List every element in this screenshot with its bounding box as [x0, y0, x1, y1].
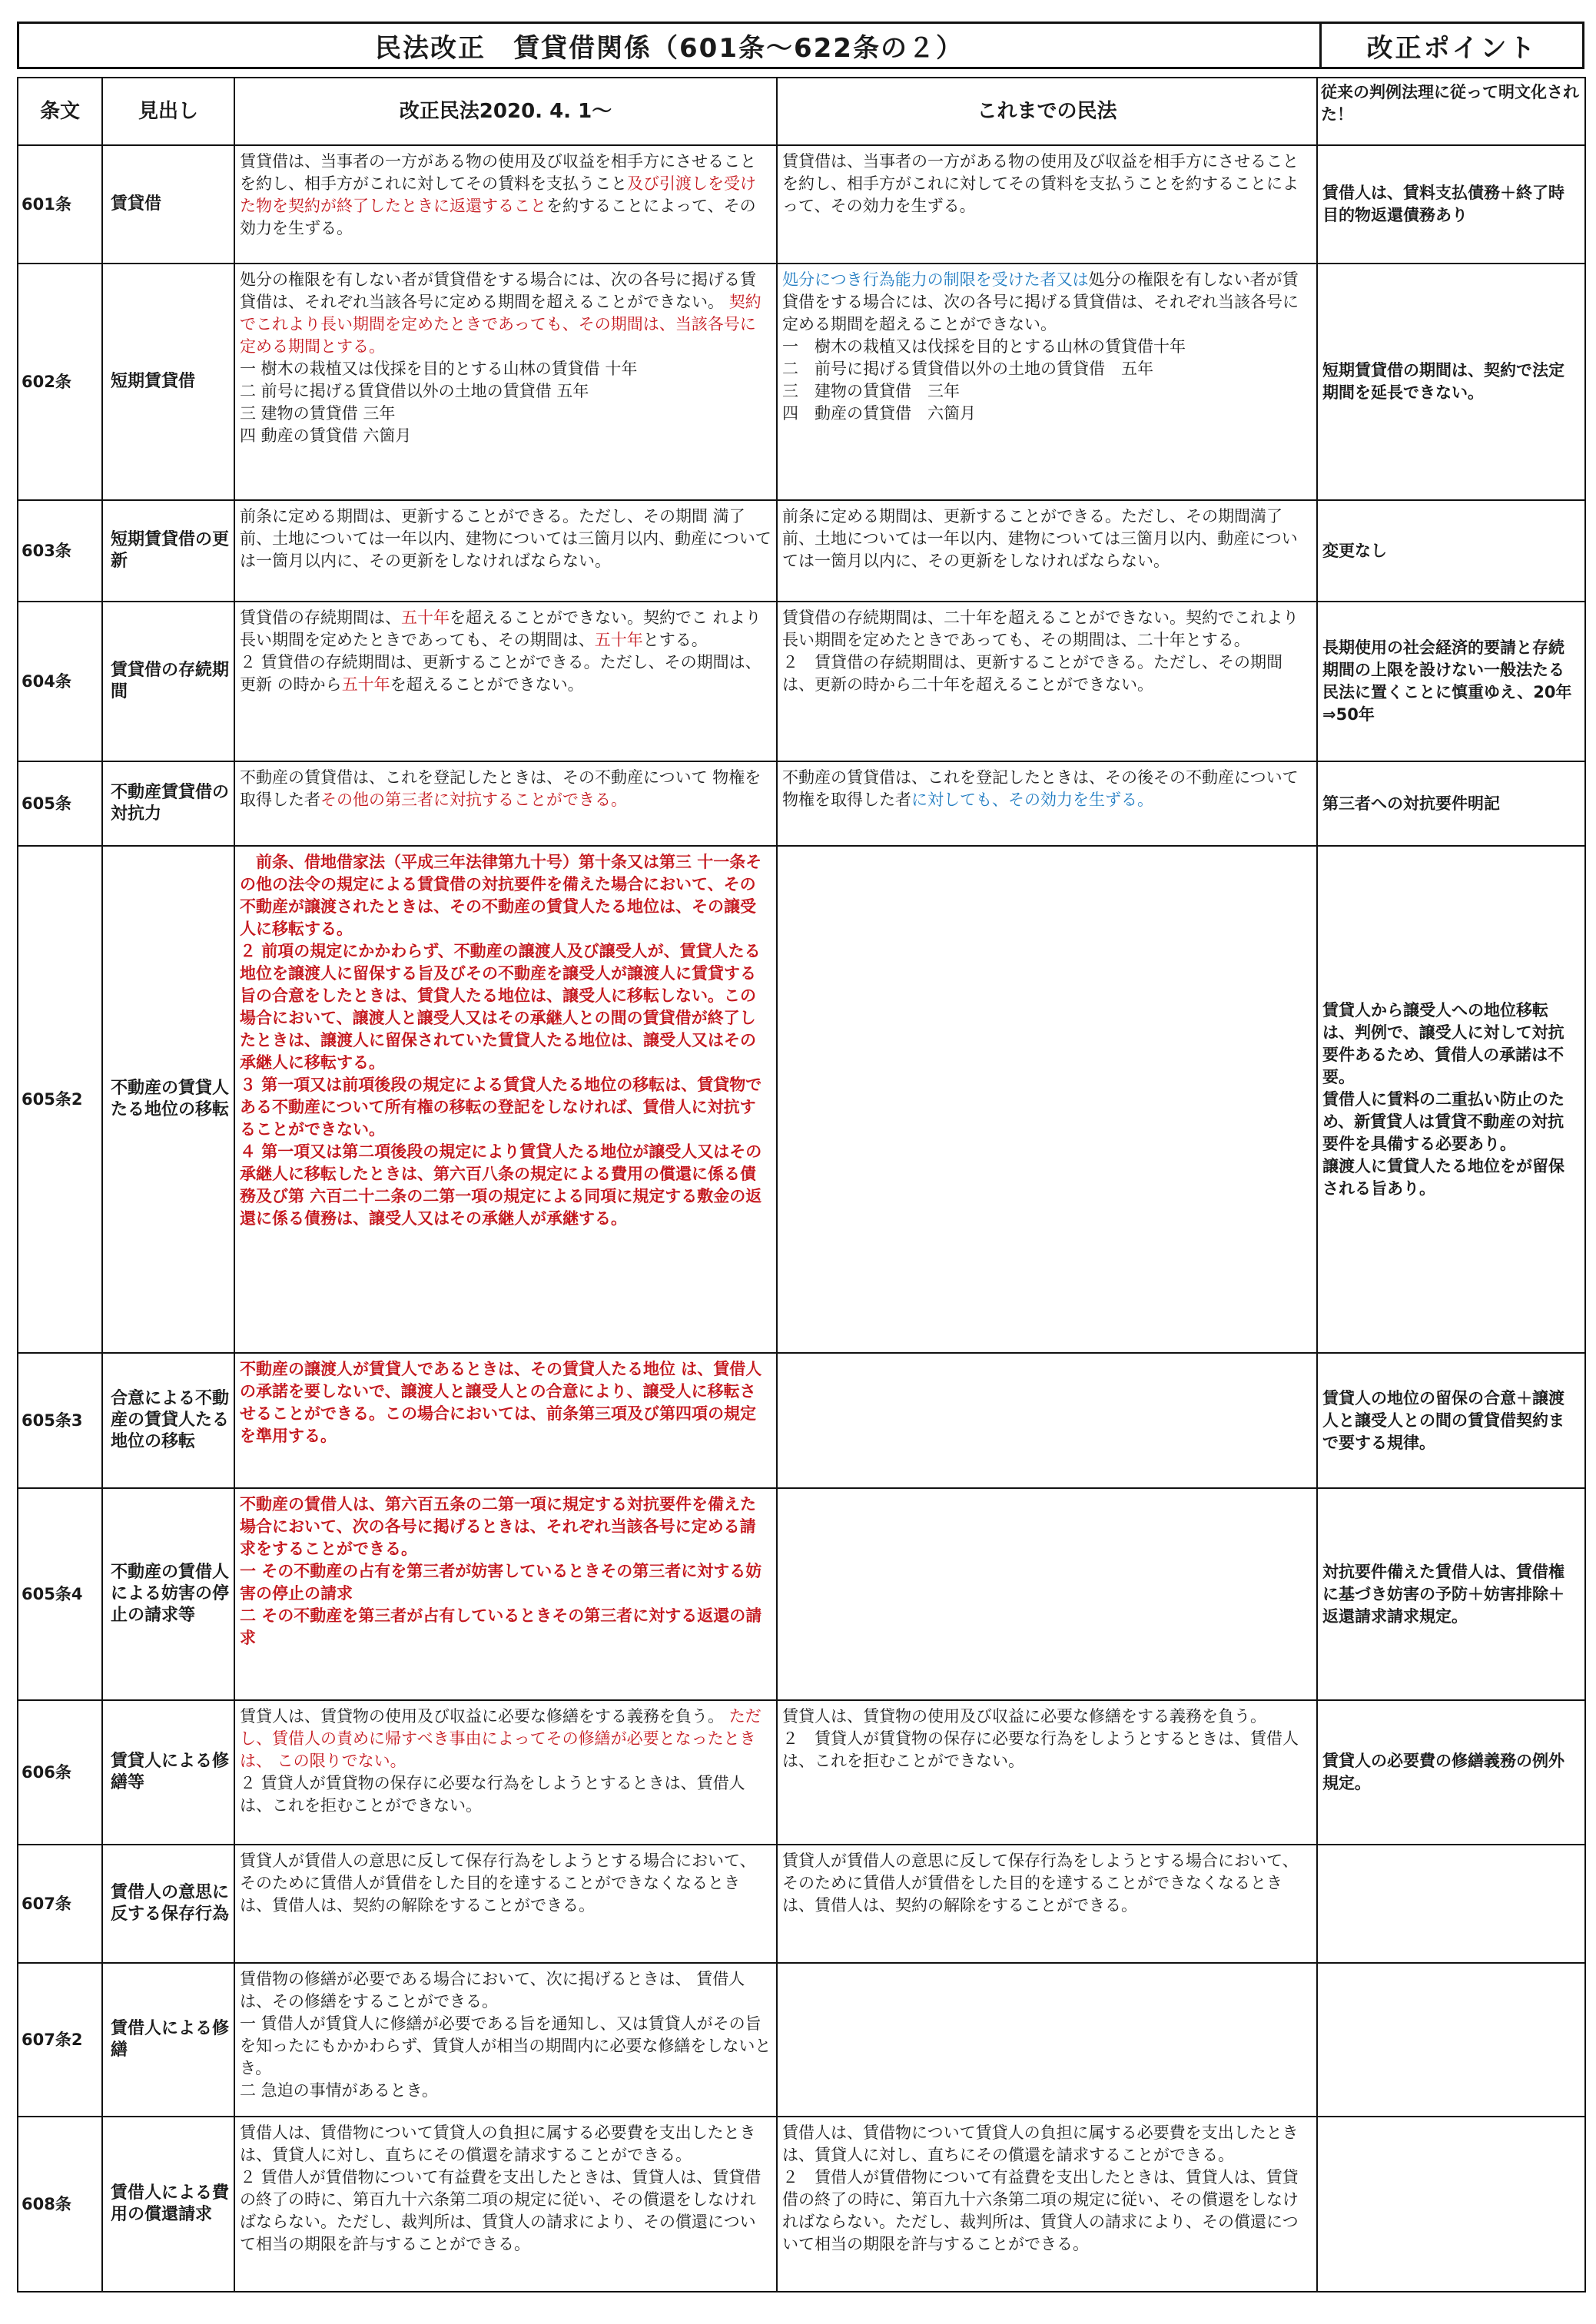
table-row — [18, 145, 1585, 264]
revision-point: 短期賃貸借の期間は、契約で法定期間を延長できない。 — [1317, 264, 1585, 500]
table-row — [18, 500, 1585, 602]
document-page — [17, 22, 1584, 2293]
article-heading: 不動産の賃貸人たる地位の移転 — [102, 846, 234, 1353]
title-bar — [17, 22, 1584, 69]
table-row — [18, 761, 1585, 846]
new-law-text — [234, 1845, 777, 1963]
article-heading: 賃貸人による修繕等 — [102, 1700, 234, 1845]
old-law-text — [777, 761, 1317, 846]
text-segment: ２ 賃貸人が賃貸物の保存に必要な行為をしようとするときは、賃借人は、これを拒むことができない。 — [240, 1774, 745, 1815]
old-law-text — [777, 1488, 1317, 1700]
new-law-text — [234, 500, 777, 602]
text-segment: 賃貸借は、当事者の一方がある物の使用及び収益を相手方にさせることを約し、相手方がこれに対してその賃料を支払うこと — [240, 152, 756, 193]
article-number: 606条 — [18, 1700, 102, 1845]
table-row — [18, 1353, 1585, 1488]
article-number: 605条 — [18, 761, 102, 846]
text-segment: 前条に定める期間は、更新することができる。ただし、その期間満了前、土地については一年以内、建物については三箇月以内、動産については一箇月以内に、その更新をしなければならない。 — [782, 507, 1298, 570]
old-law-text — [777, 1963, 1317, 2117]
text-segment: 処分の権限を有しない者が賃貸借をする場合には、次の各号に掲げる賃貸借は、それぞれ当該各号に定める期間を超えることができない。 — [240, 270, 756, 311]
new-law-text — [234, 761, 777, 846]
article-number: 605条2 — [18, 846, 102, 1353]
table-row — [18, 1963, 1585, 2117]
text-segment: 賃貸人が賃借人の意思に反して保存行為をしようとする場合において、そのために賃借人が賃借をした目的を達することができなくなるときは、賃借人は、契約の解除をすることができる。 — [240, 1852, 756, 1915]
text-segment: 及び引渡しを受けた物を契約が終了したときに返還すること — [240, 174, 756, 215]
document-title: 民法改正 賃貸借関係（601条～622条の２） — [19, 24, 1322, 67]
article-number: 607条 — [18, 1845, 102, 1963]
new-law-text — [234, 264, 777, 500]
text-segment: 不動産の賃借人は、第六百五条の二第一項に規定する対抗要件を備えた場合において、次の各号に掲げるときは、それぞれ当該各号に定める請求をすることができる。 一 その不動産の占有を第三者が妨害しているときその第三者に対する妨害の停止の請求 二 その不動産を第三者が占有しているときその第三者に対する返還の請求 — [240, 1495, 762, 1647]
article-number: 607条2 — [18, 1963, 102, 2117]
new-law-text — [234, 1353, 777, 1488]
text-segment: 賃貸人は、賃貸物の使用及び収益に必要な修繕をする義務を負う。 — [240, 1707, 729, 1726]
text-segment: を約することによって、その効力を生ずる。 — [240, 197, 756, 237]
text-segment: 不動産の譲渡人が賃貸人であるときは、その賃貸人たる地位 は、賃借人の承諾を要しないで、譲渡人と譲受人との合意により、譲受人に移転させることができる。この場合においては、前条第三項及び第四項の規定を準用する。 — [240, 1360, 762, 1445]
article-number: 604条 — [18, 602, 102, 761]
article-heading: 短期賃貸借の更新 — [102, 500, 234, 602]
table-row — [18, 1700, 1585, 1845]
article-number: 602条 — [18, 264, 102, 500]
text-segment: 一 樹木の栽植又は伐採を目的とする山林の賃貸借 十年 二 前号に掲げる賃貸借以外の土地の賃貸借 五年 三 建物の賃貸借 三年 四 動産の賃貸借 六箇月 — [240, 360, 638, 445]
header-row — [18, 78, 1585, 145]
text-segment: 賃借物の修繕が必要である場合において、次に掲げるときは、 賃借人は、その修繕をすることができる。 一 賃借人が賃貸人に修繕が必要である旨を通知し、又は賃貸人がその旨を知ったにもかかわらず、賃貸人が相当の期間内に必要な修繕をしないとき。 二 急迫の事情があるとき。 — [240, 1970, 771, 2100]
text-segment: 賃貸人が賃借人の意思に反して保存行為をしようとする場合において、そのために賃借人が賃借をした目的を達することができなくなるときは、賃借人は、契約の解除をすることができる。 — [782, 1852, 1299, 1915]
revision-point: 賃貸人の必要費の修繕義務の例外規定。 — [1317, 1700, 1585, 1845]
revision-point: 賃貸人から譲受人への地位移転は、判例で、譲受人に対して対抗要件あるため、賃借人の承諾は不要。 賃借人に賃料の二重払い防止のため、新賃貸人は賃貸不動産の対抗要件を具備する必要あり。 譲渡人に賃貸人たる地位をが留保される旨あり。 — [1317, 846, 1585, 1353]
text-segment: 五十年 — [401, 608, 450, 627]
header-point-note: 従来の判例法理に従って明文化された！ — [1317, 78, 1585, 145]
article-heading: 賃貸借の存続期間 — [102, 602, 234, 761]
new-law-text — [234, 145, 777, 264]
article-number: 608条 — [18, 2117, 102, 2292]
revision-point: 第三者への対抗要件明記 — [1317, 761, 1585, 846]
text-segment: 前条、借地借家法（平成三年法律第九十号）第十条又は第三 十一条その他の法令の規定による賃貸借の対抗要件を備えた場合において、その不動産が譲渡されたときは、その不動産の賃貸人たる地位は、その譲受人に移転する。 ２ 前項の規定にかかわらず、不動産の譲渡人及び譲受人が、賃貸人たる地位を譲渡人に留保する旨及びその不動産を譲受人が譲渡人に賃貸する旨の合意をしたときは、賃貸人たる地位は、譲受人に移転しない。この場合において、譲渡人と譲受人又はその承継人との間の賃貸借が終了したときは、譲渡人に留保されていた賃貸人たる地位は、譲受人又はその承継人に移転する。 ３ 第一項又は前項後段の規定による賃貸人たる地位の移転は、賃貸物である不動産について所有権の移転の登記をしなければ、賃借人に対抗することができない。 ４ 第一項又は第二項後段の規定により賃貸人たる地位が譲受人又はその承継人に移転したときは、第六百八条の規定による費用の償還に係る債務及び第 六百二十二条の二第一項の規定による同項に規定する敷金の返還に係る債務は、譲受人又はその承継人が承継する。 — [240, 853, 762, 1228]
text-segment: その他の第三者に対抗することができる。 — [320, 791, 627, 809]
new-law-text — [234, 846, 777, 1353]
text-segment: を超えることができない。 — [390, 675, 584, 694]
revision-point — [1317, 1963, 1585, 2117]
new-law-text — [234, 1963, 777, 2117]
old-law-text — [777, 145, 1317, 264]
header-old-law: これまでの民法 — [777, 78, 1317, 145]
revision-point: 変更なし — [1317, 500, 1585, 602]
new-law-text — [234, 1488, 777, 1700]
text-segment: 賃借人は、賃借物について賃貸人の負担に属する必要費を支出したときは、賃貸人に対し、直ちにその償還を請求することができる。 ２ 賃借人が賃借物について有益費を支出したときは、賃貸人は、賃貸借の終了の時に、第百九十六条第二項の規定に従い、その償還をしなければならない。ただし、裁判所は、賃貸人の請求により、その償還について相当の期限を許与することができる。 — [240, 2123, 762, 2253]
old-law-text — [777, 602, 1317, 761]
header-heading: 見出し — [102, 78, 234, 145]
text-segment: 賃貸借の存続期間は、 — [240, 608, 401, 627]
article-number: 601条 — [18, 145, 102, 264]
old-law-text — [777, 264, 1317, 500]
text-segment: 前条に定める期間は、更新することができる。ただし、その期間 満了前、土地については一年以内、建物については三箇月以内、動産については一箇月以内に、その更新をしなければならない。 — [240, 507, 771, 570]
article-heading: 賃借人による費用の償還請求 — [102, 2117, 234, 2292]
article-heading: 不動産の賃借人による妨害の停止の請求等 — [102, 1488, 234, 1700]
article-number: 603条 — [18, 500, 102, 602]
text-segment: とする。 ２ 賃貸借の存続期間は、更新することができる。ただし、その期間は、更新 の時から — [240, 631, 762, 694]
revision-point: 対抗要件備えた賃借人は、賃借権に基づき妨害の予防＋妨害排除＋返還請求請求規定。 — [1317, 1488, 1585, 1700]
new-law-text — [234, 602, 777, 761]
old-law-text — [777, 846, 1317, 1353]
table-row — [18, 2117, 1585, 2292]
article-heading: 不動産賃貸借の対抗力 — [102, 761, 234, 846]
new-law-text — [234, 2117, 777, 2292]
text-segment: 五十年 — [594, 631, 643, 649]
table-row — [18, 1488, 1585, 1700]
article-heading: 合意による不動産の賃貸人たる地位の移転 — [102, 1353, 234, 1488]
text-segment: を超えることができない。契約でこ れより長い期間を定めたときであっても、その期間は、 — [240, 608, 762, 649]
revision-point: 賃貸人の地位の留保の合意＋譲渡人と譲受人との間の賃貸借契約まで要する規律。 — [1317, 1353, 1585, 1488]
table-row — [18, 1845, 1585, 1963]
comparison-table — [17, 77, 1586, 2293]
text-segment: 不動産の賃貸借は、これを登記したときは、その不動産について 物権を取得した者 — [240, 768, 762, 809]
article-heading: 賃借人の意思に反する保存行為 — [102, 1845, 234, 1963]
header-new-law: 改正民法2020. 4. 1～ — [234, 78, 777, 145]
text-segment: に対しても、その効力を生ずる。 — [911, 791, 1153, 809]
text-segment: 処分の権限を有しない者が賃貸借をする場合には、次の各号に掲げる賃貸借は、それぞれ当該各号に定める期間を超えることができない。 一 樹木の栽植又は伐採を目的とする山林の賃貸借十年 二 前号に掲げる賃貸借以外の土地の賃貸借 五年 三 建物の賃貸借 三年 四 動産の賃貸借 六箇月 — [782, 270, 1299, 423]
old-law-text — [777, 1353, 1317, 1488]
old-law-text — [777, 1700, 1317, 1845]
text-segment: 五十年 — [341, 675, 390, 694]
text-segment: 賃貸借の存続期間は、二十年を超えることができない。契約でこれより長い期間を定めたときであっても、その期間は、二十年とする。 ２ 賃貸借の存続期間は、更新することができる。ただし、その期間は、更新の時から二十年を超えることができない。 — [782, 608, 1299, 694]
revision-point: 賃借人は、賃料支払債務＋終了時目的物返還債務あり — [1317, 145, 1585, 264]
table-row — [18, 846, 1585, 1353]
old-law-text — [777, 2117, 1317, 2292]
text-segment: 契約でこれより長い期間を定めたときであっても、その期間は、当該各号に定める期間とする。 — [240, 293, 762, 356]
article-heading: 短期賃貸借 — [102, 264, 234, 500]
table-row — [18, 602, 1585, 761]
text-segment: 処分につき行為能力の制限を受けた者又は — [782, 270, 1089, 289]
old-law-text — [777, 1845, 1317, 1963]
new-law-text — [234, 1700, 777, 1845]
text-segment: 不動産の賃貸借は、これを登記したときは、その後その不動産について物権を取得した者 — [782, 768, 1299, 809]
table-row — [18, 264, 1585, 500]
article-heading: 賃貸借 — [102, 145, 234, 264]
text-segment: ただし、賃借人の責めに帰すべき事由によってその修繕が必要となったときは、 この限りでない。 — [240, 1707, 762, 1770]
revision-point — [1317, 2117, 1585, 2292]
revision-point-title: 改正ポイント — [1366, 32, 1538, 64]
old-law-text — [777, 500, 1317, 602]
article-number: 605条4 — [18, 1488, 102, 1700]
article-number: 605条3 — [18, 1353, 102, 1488]
header-article: 条文 — [18, 78, 102, 145]
text-segment: 賃借人は、賃借物について賃貸人の負担に属する必要費を支出したときは、賃貸人に対し、直ちにその償還を請求することができる。 ２ 賃借人が賃借物について有益費を支出したときは、賃貸人は、賃貸借の終了の時に、第百九十六条第二項の規定に従い、その償還をしなければならない。ただし、裁判所は、賃貸人の請求により、その償還について相当の期限を許与することができる。 — [782, 2123, 1299, 2253]
revision-point — [1317, 1845, 1585, 1963]
text-segment: 賃貸借は、当事者の一方がある物の使用及び収益を相手方にさせることを約し、相手方がこれに対してその賃料を支払うことを約することによって、その効力を生ずる。 — [782, 152, 1299, 215]
text-segment: 賃貸人は、賃貸物の使用及び収益に必要な修繕をする義務を負う。 ２ 賃貸人が賃貸物の保存に必要な行為をしようとするときは、賃借人は、これを拒むことができない。 — [782, 1707, 1299, 1770]
revision-point: 長期使用の社会経済的要請と存続期間の上限を設けない一般法たる民法に置くことに慎重ゆえ、20年⇒50年 — [1317, 602, 1585, 761]
article-heading: 賃借人による修繕 — [102, 1963, 234, 2117]
